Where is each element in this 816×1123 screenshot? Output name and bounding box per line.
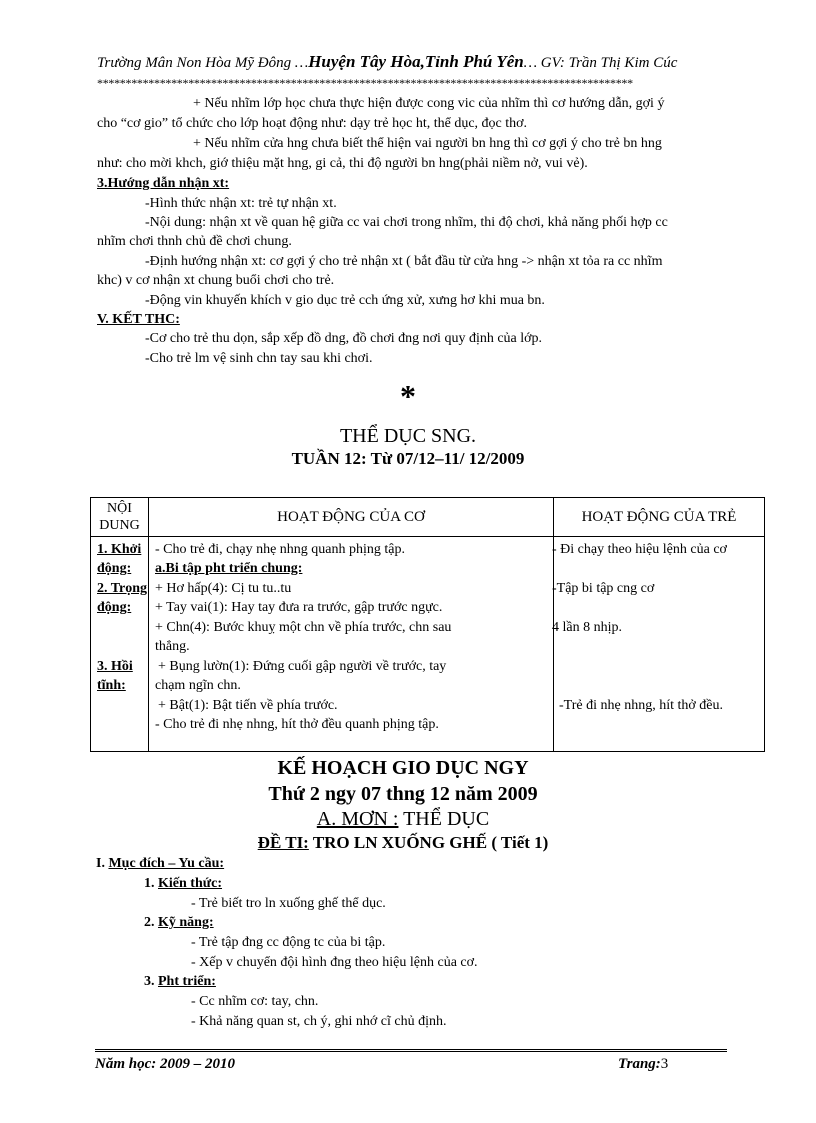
goal-line: - Trẻ tập đng cc động tc của bi tập. bbox=[191, 935, 386, 950]
page-header bbox=[97, 53, 677, 72]
text-line: -Cho trẻ lm vệ sinh chn tay sau khi chơi. bbox=[145, 351, 373, 366]
separator-asterisk: * bbox=[400, 378, 416, 414]
header-district: Huyện Tây Hòa,Tỉnh Phú Yên bbox=[308, 52, 524, 71]
section-heading: V. KẾT THC: bbox=[97, 312, 180, 327]
header-teacher: … GV: Trần Thị Kim Cúc bbox=[523, 55, 678, 71]
goal-title: Pht triển: bbox=[158, 974, 216, 989]
text-line: -Định hướng nhận xt: cơ gợi ý cho trẻ nhận xt ( bắt đầu từ cửa hng -> nhận xt tỏa ra cc nhĩm bbox=[145, 254, 663, 269]
plan-subject bbox=[0, 807, 816, 831]
goal-line: - Khả năng quan st, ch ý, ghi nhớ cĩ chủ định. bbox=[191, 1014, 447, 1029]
activity-subheading: a.Bi tập pht triển chung: bbox=[155, 561, 303, 576]
footer-year: Năm học: 2009 – 2010 bbox=[95, 1056, 235, 1072]
goals-heading bbox=[96, 855, 224, 873]
goal-line: - Trẻ biết tro ln xuống ghế thể dục. bbox=[191, 896, 386, 911]
text-line: khc) v cơ nhận xt chung buổi chơi cho trẻ. bbox=[97, 273, 335, 288]
child-activity-line: 4 lần 8 nhịp. bbox=[552, 620, 622, 635]
goal-number: 1. bbox=[144, 876, 155, 891]
child-activity-line: -Trẻ đi nhẹ nhng, hít thở đều. bbox=[559, 698, 723, 713]
goal-title: Kiến thức: bbox=[158, 876, 223, 891]
goals-prefix: I. bbox=[96, 856, 105, 871]
phase-label: động: bbox=[97, 600, 132, 615]
goal-line: - Cc nhĩm cơ: tay, chn. bbox=[191, 994, 319, 1009]
subject-label: A. MƠN : bbox=[316, 808, 399, 830]
activity-line: chạm ngĩn chn. bbox=[155, 678, 241, 693]
goal-number: 3. bbox=[144, 974, 155, 989]
child-activity-line: -Tập bi tập cng cơ bbox=[552, 581, 655, 596]
intro-line: + Nếu nhĩm cửa hng chưa biết thể hiện vai người bn hng thì cơ gợi ý cho trẻ bn hng bbox=[193, 136, 662, 151]
goal-heading bbox=[144, 973, 216, 991]
phase-label: động: bbox=[97, 561, 132, 576]
goal-number: 2. bbox=[144, 915, 155, 930]
goal-heading bbox=[144, 875, 222, 893]
plan-title: KẾ HOẠCH GIO DỤC NGY bbox=[277, 757, 529, 779]
plan-date: Thứ 2 ngy 07 thng 12 năm 2009 bbox=[268, 783, 538, 805]
text-line: -Động vin khuyến khích v gio dục trẻ cch ứng xử, xưng hơ khi mua bn. bbox=[145, 293, 545, 308]
goal-line: - Xếp v chuyển đội hình đng theo hiệu lệnh của cơ. bbox=[191, 955, 478, 970]
text-line: -Nội dung: nhận xt về quan hệ giữa cc vai chơi trong nhĩm, thi độ chơi, khả năng phối hợp cc bbox=[145, 215, 668, 230]
goal-title: Kỹ năng: bbox=[158, 915, 214, 930]
morning-title: THỂ DỤC SNG. bbox=[339, 425, 477, 447]
text-line: -Hình thức nhận xt: trẻ tự nhận xt. bbox=[145, 196, 337, 211]
subject-name: THỂ DỤC bbox=[403, 808, 490, 830]
phase-label: 2. Trọng bbox=[97, 581, 148, 596]
text-line: nhĩm chơi thnh chủ đề chơi chung. bbox=[97, 234, 292, 249]
footer-page bbox=[618, 1055, 668, 1073]
phase-label: 1. Khởi bbox=[97, 542, 142, 557]
activity-line: + Hơ hấp(4): Cị tu tu..tu bbox=[155, 581, 292, 596]
activity-line: + Bật(1): Bật tiến về phía trước. bbox=[158, 698, 338, 713]
header-teacher-activity: HOẠT ĐỘNG CỦA CƠ bbox=[149, 498, 554, 537]
header-school: Trường Mân Non Hòa Mỹ Đông … bbox=[97, 55, 309, 71]
footer-rule bbox=[95, 1049, 727, 1052]
activity-line: - Cho trẻ đi nhẹ nhng, hít thở đều quanh phịng tập. bbox=[155, 717, 439, 732]
activity-line: thẳng. bbox=[155, 639, 190, 654]
header-stars: ********************************************************************************************** bbox=[97, 76, 633, 90]
phase-label: tĩnh: bbox=[97, 678, 126, 693]
activity-line: - Cho trẻ đi, chạy nhẹ nhng quanh phịng tập. bbox=[155, 542, 406, 557]
table-header-row bbox=[91, 498, 765, 537]
table-row bbox=[91, 537, 765, 752]
header-child-activity: HOẠT ĐỘNG CỦA TRẺ bbox=[554, 498, 765, 537]
header-content: NỘI DUNG bbox=[91, 498, 149, 537]
topic-label: ĐỀ TI: bbox=[257, 833, 309, 852]
child-activity-line: - Đi chạy theo hiệu lệnh của cơ bbox=[552, 542, 727, 557]
section-heading: 3.Hướng dẫn nhận xt: bbox=[97, 176, 230, 191]
morning-week: TUẦN 12: Từ 07/12–11/ 12/2009 bbox=[291, 449, 525, 468]
activity-line: + Tay vai(1): Hay tay đưa ra trước, gập trước ngực. bbox=[155, 600, 443, 615]
activity-line: + Chn(4): Bước khuỵ một chn về phía trước, chn sau bbox=[155, 620, 452, 635]
goals-title: Mục đích – Yu cầu: bbox=[108, 856, 225, 871]
intro-line: như: cho mời khch, giớ thiệu mặt hng, gi cả, thi độ người bn hng(phải niềm nở, vui vẻ). bbox=[97, 156, 588, 171]
intro-line: + Nếu nhĩm lớp học chưa thực hiện được cong vic của nhĩm thì cơ hướng dẫn, gợi ý bbox=[193, 96, 665, 111]
plan-topic bbox=[0, 834, 816, 852]
page-number: 3 bbox=[660, 1056, 669, 1072]
activity-line: + Bụng lườn(1): Đứng cuối gập người về trước, tay bbox=[158, 659, 447, 674]
intro-line: cho “cơ gio” tổ chức cho lớp hoạt động như: dạy trẻ học ht, thể dục, đọc thơ. bbox=[97, 116, 528, 131]
topic-name: TRO LN XUỐNG GHẾ ( Tiết 1) bbox=[312, 833, 549, 852]
page-label: Trang: bbox=[618, 1056, 661, 1072]
text-line: -Cơ cho trẻ thu dọn, sắp xếp đồ dng, đồ chơi đng nơi quy định của lớp. bbox=[145, 331, 543, 346]
phase-label: 3. Hồi bbox=[97, 659, 133, 674]
goal-heading bbox=[144, 914, 214, 932]
exercise-table bbox=[90, 497, 765, 752]
